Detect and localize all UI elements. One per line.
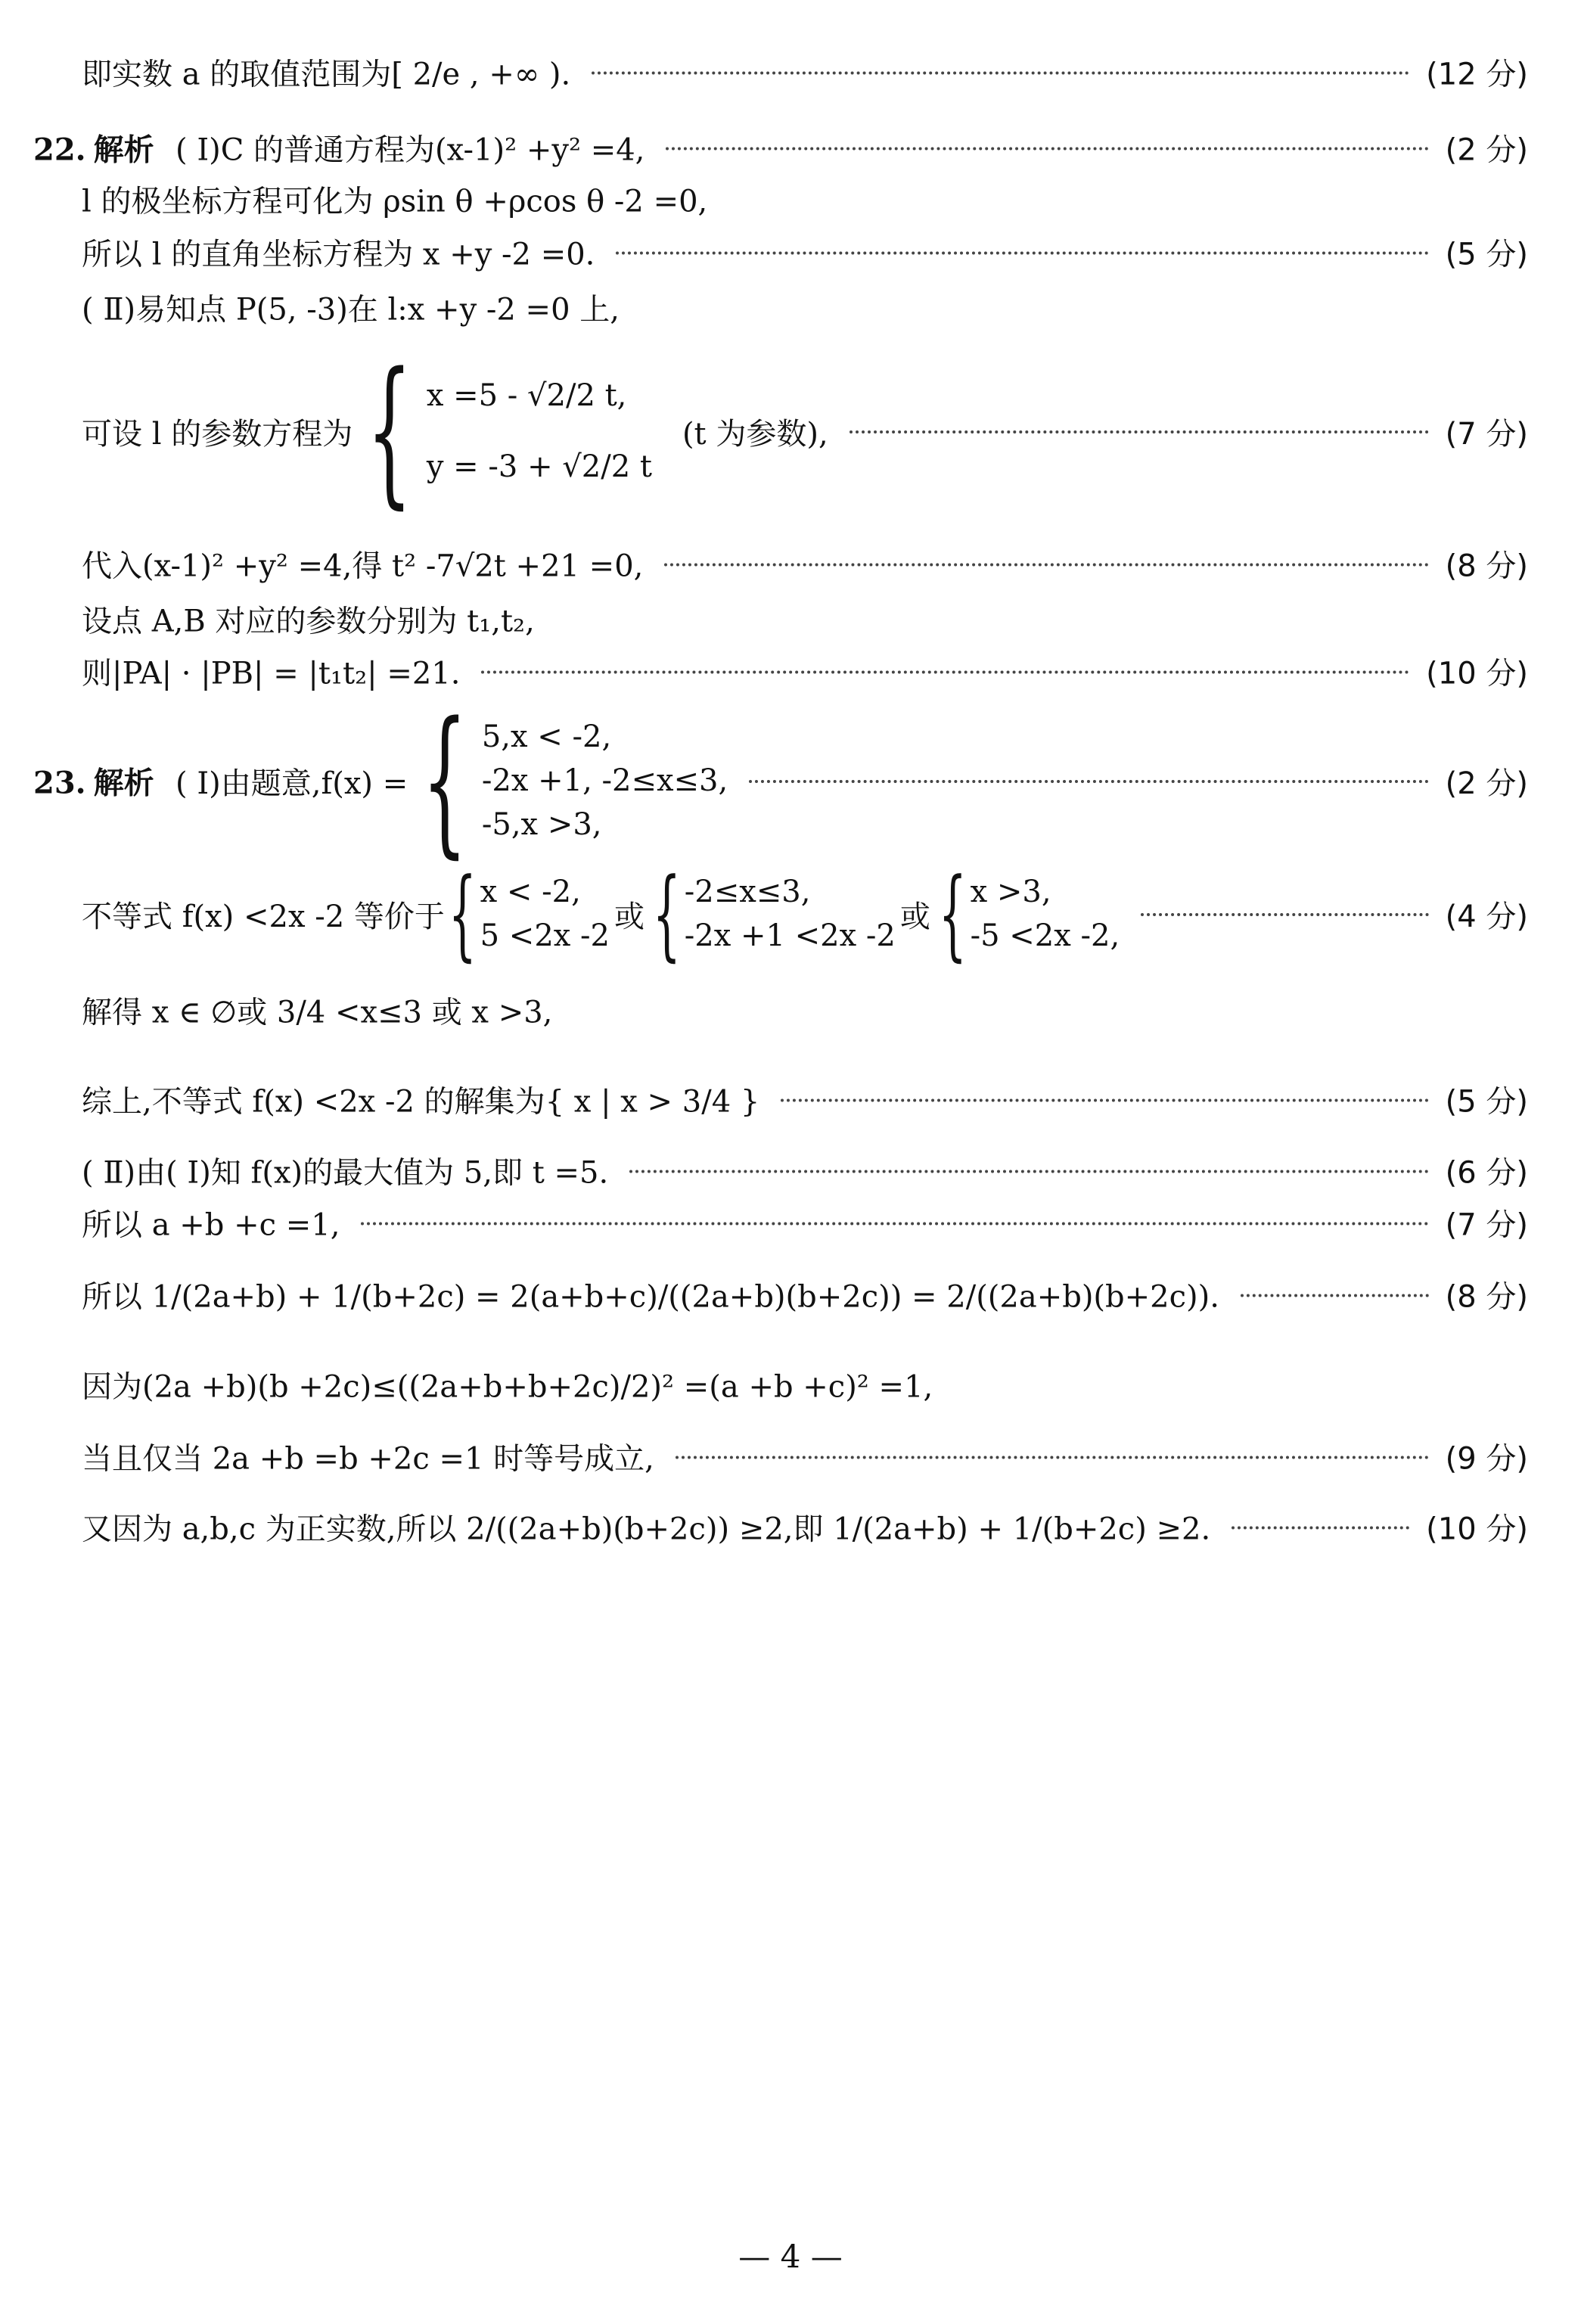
score-label: (2 分) bbox=[1445, 766, 1528, 801]
system-case: -2≤x≤3, bbox=[684, 875, 811, 909]
math-text: l 的极坐标方程可化为 ρsin θ +ρcos θ -2 =0, bbox=[82, 184, 708, 219]
dot-leader bbox=[781, 1097, 1428, 1101]
dot-leader bbox=[850, 429, 1429, 433]
dot-leader bbox=[629, 1168, 1428, 1173]
system-case: 5 <2x -2 bbox=[480, 918, 610, 953]
answer-label: 解析 bbox=[93, 766, 154, 801]
math-text: ( Ⅰ)C 的普通方程为(x-1)² +y² =4, bbox=[175, 132, 645, 168]
system-case: x >3, bbox=[970, 875, 1051, 909]
or-word: 或 bbox=[614, 899, 645, 934]
system-case: x < -2, bbox=[480, 875, 581, 909]
piecewise-system: { x =5 - √2/2 t, y = -3 + √2/2 t bbox=[366, 338, 652, 524]
page-number: — 4 — bbox=[738, 2238, 843, 2276]
answer-label: 解析 bbox=[93, 132, 154, 168]
math-text: 不等式 f(x) <2x -2 等价于 bbox=[82, 899, 445, 934]
or-word: 或 bbox=[899, 899, 930, 934]
function-case: 5,x < -2, bbox=[481, 719, 612, 754]
math-text: 因为(2a +b)(b +2c)≤((2a+b+b+2c)/2)² =(a +b +c)² =1, bbox=[82, 1369, 933, 1405]
dot-leader bbox=[592, 70, 1409, 74]
math-text: 可设 l 的参数方程为 bbox=[82, 416, 353, 452]
dot-leader bbox=[481, 669, 1409, 673]
math-text: 所以 a +b +c =1, bbox=[82, 1207, 340, 1243]
math-text: 又因为 a,b,c 为正实数,所以 2/((2a+b)(b+2c)) ≥2,即 1/(2a+b) + 1/(b+2c) ≥2. bbox=[82, 1512, 1211, 1547]
math-text: ( Ⅰ)由题意,f(x) = bbox=[175, 766, 408, 801]
score-label: (5 分) bbox=[1445, 237, 1528, 272]
dot-leader bbox=[616, 250, 1428, 254]
math-text: (t 为参数), bbox=[682, 416, 828, 452]
math-text: 综上,不等式 f(x) <2x -2 的解集为{ x | x > 3/4 } bbox=[82, 1084, 760, 1120]
question-number: 23. 解析 bbox=[33, 765, 154, 801]
score-label: (8 分) bbox=[1445, 548, 1528, 584]
system-case: -2x +1 <2x -2 bbox=[684, 918, 896, 953]
math-text: ( Ⅱ)由( Ⅰ)知 f(x)的最大值为 5,即 t =5. bbox=[82, 1155, 609, 1191]
score-label: (7 分) bbox=[1445, 416, 1528, 452]
dot-leader bbox=[1241, 1292, 1429, 1297]
system-a: { x < -2, 5 <2x -2 bbox=[448, 856, 610, 971]
dot-leader bbox=[1232, 1524, 1409, 1529]
score-label: (2 分) bbox=[1445, 132, 1528, 168]
dot-leader bbox=[666, 145, 1428, 150]
score-label: (9 分) bbox=[1445, 1441, 1528, 1477]
math-text: 即实数 a 的取值范围为[ 2/e , +∞ ). bbox=[82, 57, 571, 92]
math-text: 代入(x-1)² +y² =4,得 t² -7√2t +21 =0, bbox=[82, 548, 644, 584]
score-label: (4 分) bbox=[1445, 899, 1528, 934]
math-text: 当且仅当 2a +b =b +2c =1 时等号成立, bbox=[82, 1441, 654, 1477]
function-case: -5,x >3, bbox=[481, 807, 602, 842]
system-case: y = -3 + √2/2 t bbox=[426, 449, 652, 484]
score-label: (5 分) bbox=[1445, 1084, 1528, 1120]
question-number: 22. 解析 bbox=[33, 132, 154, 168]
score-label: (12 分) bbox=[1426, 57, 1528, 92]
function-case: -2x +1, -2≤x≤3, bbox=[481, 763, 728, 798]
dot-leader bbox=[749, 778, 1428, 783]
math-text: ( Ⅱ)易知点 P(5, -3)在 l:x +y -2 =0 上, bbox=[82, 292, 620, 328]
math-text: 则|PA| · |PB| = |t₁t₂| =21. bbox=[82, 656, 461, 691]
score-label: (6 分) bbox=[1445, 1155, 1528, 1191]
piecewise-function: { 5,x < -2, -2x +1, -2≤x≤3, -5,x >3, bbox=[421, 688, 728, 873]
math-text: 所以 1/(2a+b) + 1/(b+2c) = 2(a+b+c)/((2a+b)(b+2c)) = 2/((2a+b)(b+2c)). bbox=[82, 1279, 1219, 1315]
system-case: -5 <2x -2, bbox=[970, 918, 1120, 953]
dot-leader bbox=[1141, 912, 1428, 916]
system-case: x =5 - √2/2 t, bbox=[426, 378, 627, 413]
score-label: (10 分) bbox=[1426, 656, 1528, 691]
dot-leader bbox=[676, 1454, 1429, 1459]
score-label: (7 分) bbox=[1445, 1207, 1528, 1243]
math-text: 解得 x ∈ ∅或 3/4 <x≤3 或 x >3, bbox=[82, 995, 553, 1030]
math-text: 设点 A,B 对应的参数分别为 t₁,t₂, bbox=[82, 604, 535, 639]
dot-leader bbox=[361, 1220, 1428, 1225]
dot-leader bbox=[664, 561, 1428, 566]
math-text: 所以 l 的直角坐标方程为 x +y -2 =0. bbox=[82, 237, 595, 272]
score-label: (8 分) bbox=[1445, 1279, 1528, 1315]
score-label: (10 分) bbox=[1426, 1512, 1528, 1547]
system-b: { -2≤x≤3, -2x +1 <2x -2 bbox=[652, 856, 896, 971]
system-c: { x >3, -5 <2x -2, bbox=[938, 856, 1120, 971]
